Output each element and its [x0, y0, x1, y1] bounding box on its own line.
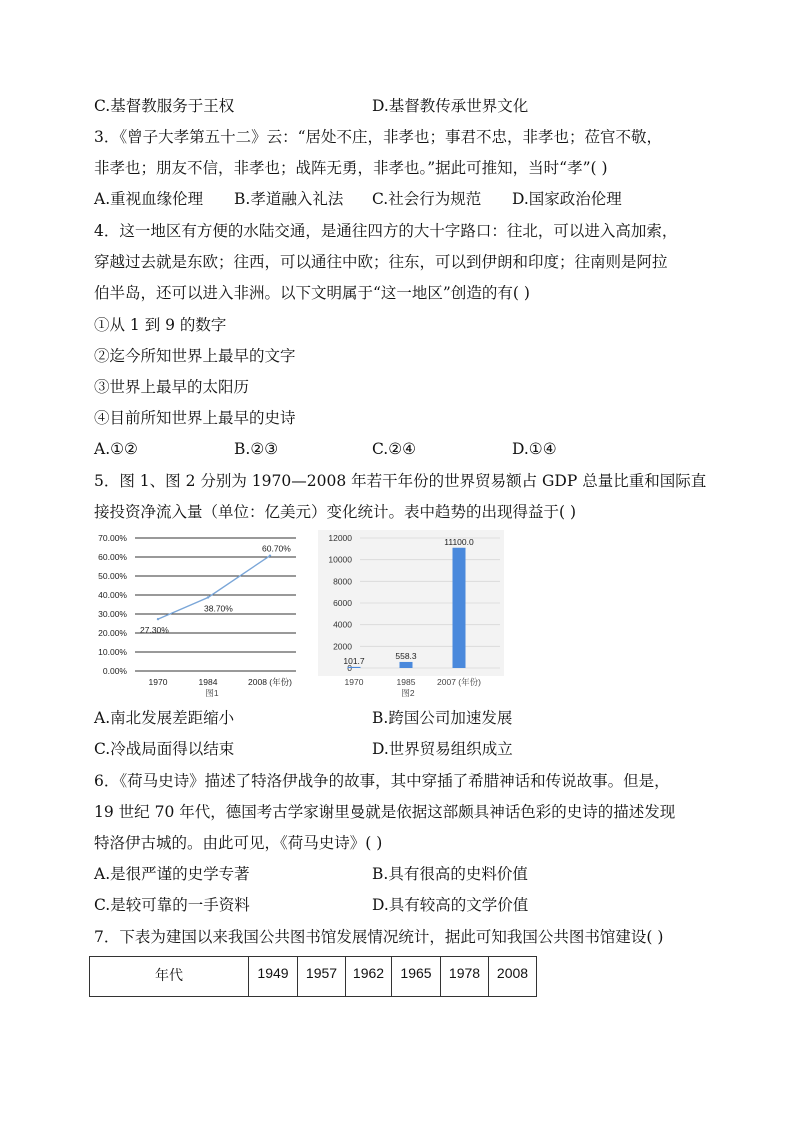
y-tick-label: 12000 [328, 533, 352, 543]
table-header-cell: 1965 [392, 957, 441, 997]
data-label: 101.7 [343, 655, 365, 666]
q5-option-d: D.世界贸易组织成立 [372, 740, 513, 758]
y-tick-label: 10000 [328, 554, 352, 565]
table-header-cell: 1962 [346, 957, 392, 997]
x-tick-label: 2007 (年份) [437, 677, 481, 687]
q4-stem-line1: 4．这一地区有方便的水陆交通，是通往四方的大十字路口：往北，可以进入高加索， [94, 222, 678, 240]
y-tick-label: 0.00% [102, 666, 127, 676]
y-tick-label: 2000 [333, 641, 352, 652]
q4-option-d: D.①④ [512, 440, 557, 458]
q6-option-c: C.是较可靠的一手资料 [94, 896, 250, 914]
q3-option-c: C.社会行为规范 [372, 190, 482, 208]
q3-stem-line2: 非孝也；朋友不信，非孝也；战阵无勇，非孝也。”据此可推知，当时“孝”( ) [94, 159, 608, 177]
y-tick-label: 20.00% [98, 628, 127, 638]
q7-stem-line1: 7．下表为建国以来我国公共图书馆发展情况统计，据此可知我国公共图书馆建设( ) [94, 928, 664, 946]
data-label: 60.70% [262, 543, 291, 554]
y-tick-label: 8000 [333, 576, 352, 587]
q6-option-a: A.是很严谨的史学专著 [94, 865, 250, 883]
q4-item-4: ④目前所知世界上最早的史诗 [94, 409, 296, 427]
x-tick-label: 1970 [148, 677, 168, 687]
table-header-cell: 1957 [298, 957, 346, 997]
table-row [90, 957, 537, 997]
q4-item-1: ①从 1 到 9 的数字 [94, 316, 227, 334]
bar [453, 548, 466, 668]
q5-stem-line1: 5．图 1、图 2 分别为 1970—2008 年若干年份的世界贸易额占 GDP 总量比重和国际直 [94, 472, 707, 490]
bar [348, 667, 361, 668]
q6-stem-line1: 6．《荷马史诗》描述了特洛伊战争的故事，其中穿插了希腊神话和传说故事。但是， [94, 772, 670, 790]
q3-option-b: B.孝道融入礼法 [234, 190, 344, 208]
q5-option-c: C.冷战局面得以结束 [94, 740, 235, 758]
q2-option-d: D.基督教传承世界文化 [372, 97, 529, 115]
q3-stem-line1: 3．《曾子大孝第五十二》云：“居处不庄，非孝也；事君不忠，非孝也；莅官不敬， [94, 128, 663, 146]
chart-title: 图1 [205, 688, 219, 698]
data-label: 27.30% [140, 625, 169, 636]
y-tick-label: 60.00% [98, 552, 127, 562]
x-tick-label: 1970 [344, 677, 364, 687]
y-tick-label: 70.00% [98, 533, 127, 543]
q5-option-a: A.南北发展差距缩小 [94, 709, 235, 727]
data-label: 38.70% [204, 603, 233, 614]
q5-option-b: B.跨国公司加速发展 [372, 709, 513, 727]
y-tick-label: 4000 [333, 619, 352, 630]
y-tick-label: 6000 [333, 598, 352, 608]
x-tick-label: 2008 (年份) [248, 677, 292, 687]
bar [400, 662, 413, 668]
data-point [157, 618, 159, 620]
q4-stem-line3: 伯半岛，还可以进入非洲。以下文明属于“这一地区”创造的有( ) [94, 284, 530, 302]
q4-option-c: C.②④ [372, 440, 417, 458]
chart-title: 图2 [401, 688, 415, 698]
data-point [269, 554, 271, 556]
y-tick-label: 10.00% [98, 647, 127, 657]
y-tick-label: 40.00% [98, 590, 127, 600]
y-tick-label: 30.00% [98, 609, 127, 619]
q2-option-c: C.基督教服务于王权 [94, 97, 235, 115]
figure-1-line-chart [90, 530, 310, 702]
data-label: 11100.0 [444, 536, 474, 547]
q3-option-d: D.国家政治伦理 [512, 190, 622, 208]
x-tick-label: 1985 [396, 677, 416, 687]
q6-option-d: D.具有较高的文学价值 [372, 896, 529, 914]
table-header-cell: 年代 [90, 957, 249, 997]
figure-2-bar-chart [318, 530, 504, 702]
q4-item-2: ②迄今所知世界上最早的文字 [94, 347, 296, 365]
data-label: 558.3 [395, 650, 417, 661]
q6-option-b: B.具有很高的史料价值 [372, 865, 528, 883]
table-header-cell: 2008 [489, 957, 537, 997]
q4-stem-line2: 穿越过去就是东欧；往西，可以通往中欧；往东，可以到伊朗和印度；往南则是阿拉 [94, 253, 668, 271]
q4-item-3: ③世界上最早的太阳历 [94, 378, 250, 396]
table-header-cell: 1978 [441, 957, 489, 997]
q4-option-a: A.①② [94, 440, 138, 458]
data-point [207, 596, 209, 598]
y-tick-label: 50.00% [98, 571, 127, 581]
q3-option-a: A.重视血缘伦理 [94, 190, 204, 208]
library-stats-table [89, 956, 537, 997]
q5-stem-line2: 接投资净流入量（单位：亿美元）变化统计。表中趋势的出现得益于( ) [94, 503, 577, 521]
x-tick-label: 1984 [198, 677, 218, 687]
q6-stem-line2: 19 世纪 70 年代，德国考古学家谢里曼就是依据这部颇具神话色彩的史诗的描述发现 [94, 803, 676, 821]
q4-option-b: B.②③ [234, 440, 279, 458]
table-header-cell: 1949 [249, 957, 298, 997]
q6-stem-line3: 特洛伊古城的。由此可见，《荷马史诗》( ) [94, 834, 383, 852]
